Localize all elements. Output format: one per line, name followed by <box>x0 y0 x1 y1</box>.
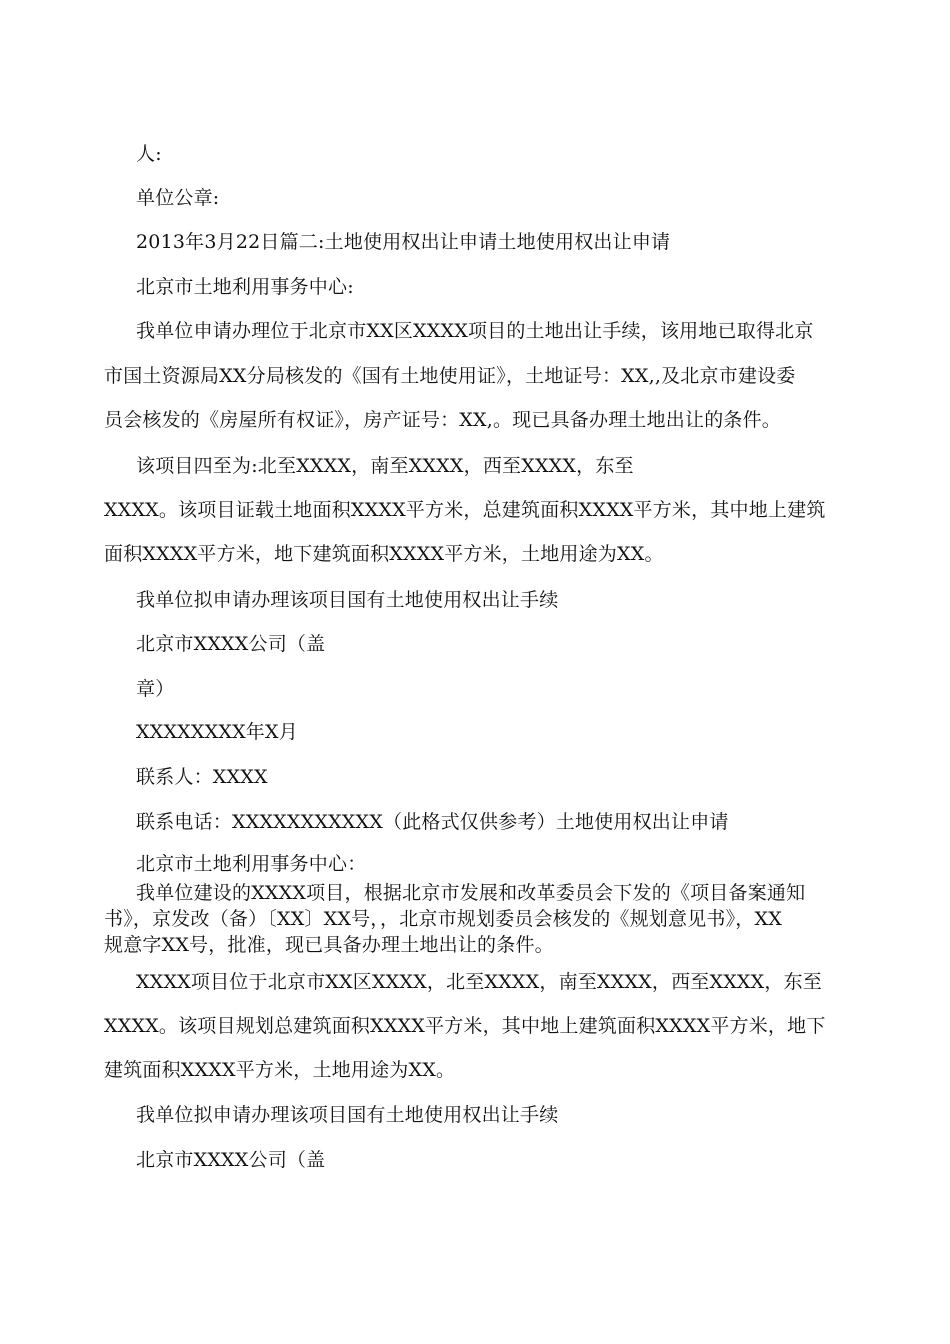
text-line: 我单位申请办理位于北京市XX区XXXX项目的土地出让手续，该用地已取得北京 <box>136 320 814 342</box>
text-line: 北京市土地利用事务中心: <box>136 276 354 298</box>
text-line: XXXX。该项目证载土地面积XXXX平方米，总建筑面积XXXX平方米，其中地上建筑 <box>104 499 826 521</box>
text-line: 北京市XXXX公司（盖 <box>136 633 326 655</box>
text-line: 市国土资源局XX分局核发的《国有土地使用证》，土地证号：XX,,及北京市建设委 <box>104 365 796 387</box>
text-line: 2013年3月22日篇二:土地使用权出让申请土地使用权出让申请 <box>136 231 671 253</box>
text-line: 人: <box>136 143 162 165</box>
text-line: 该项目四至为:北至XXXX，南至XXXX，西至XXXX，东至 <box>136 455 634 477</box>
text-line: 单位公章: <box>136 187 220 209</box>
text-line: 联系电话：XXXXXXXXXXX（此格式仅供参考）土地使用权出让申请 <box>136 811 729 833</box>
text-line: 规意字XX号，批准，现已具备办理土地出让的条件。 <box>104 934 554 956</box>
text-line: 书》，京发改（备）〔XX〕XX号，，北京市规划委员会核发的《规划意见书》，XX <box>104 908 782 930</box>
text-line: 北京市XXXX公司（盖 <box>136 1149 326 1171</box>
text-line: 我单位拟申请办理该项目国有土地使用权出让手续 <box>136 1104 559 1126</box>
text-line: XXXX项目位于北京市XX区XXXX，北至XXXX，南至XXXX，西至XXXX，东至 <box>136 971 822 993</box>
text-line: 北京市土地利用事务中心： <box>136 853 367 875</box>
text-line: 联系人：XXXX <box>136 766 268 788</box>
text-line: 员会核发的《房屋所有权证》，房产证号：XX,。现已具备办理土地出让的条件。 <box>104 409 781 431</box>
text-line: XXXXXXXX年X月 <box>136 721 298 743</box>
text-line: XXXX。该项目规划总建筑面积XXXX平方米，其中地上建筑面积XXXX平方米，地下 <box>104 1015 826 1037</box>
text-line: 章） <box>136 678 175 700</box>
text-line: 我单位拟申请办理该项目国有土地使用权出让手续 <box>136 589 559 611</box>
text-line: 我单位建设的XXXX项目，根据北京市发展和改革委员会下发的《项目备案通知 <box>136 882 806 904</box>
text-line: 建筑面积XXXX平方米，土地用途为XX。 <box>104 1059 456 1081</box>
text-line: 面积XXXX平方米，地下建筑面积XXXX平方米，土地用途为XX。 <box>104 543 664 565</box>
